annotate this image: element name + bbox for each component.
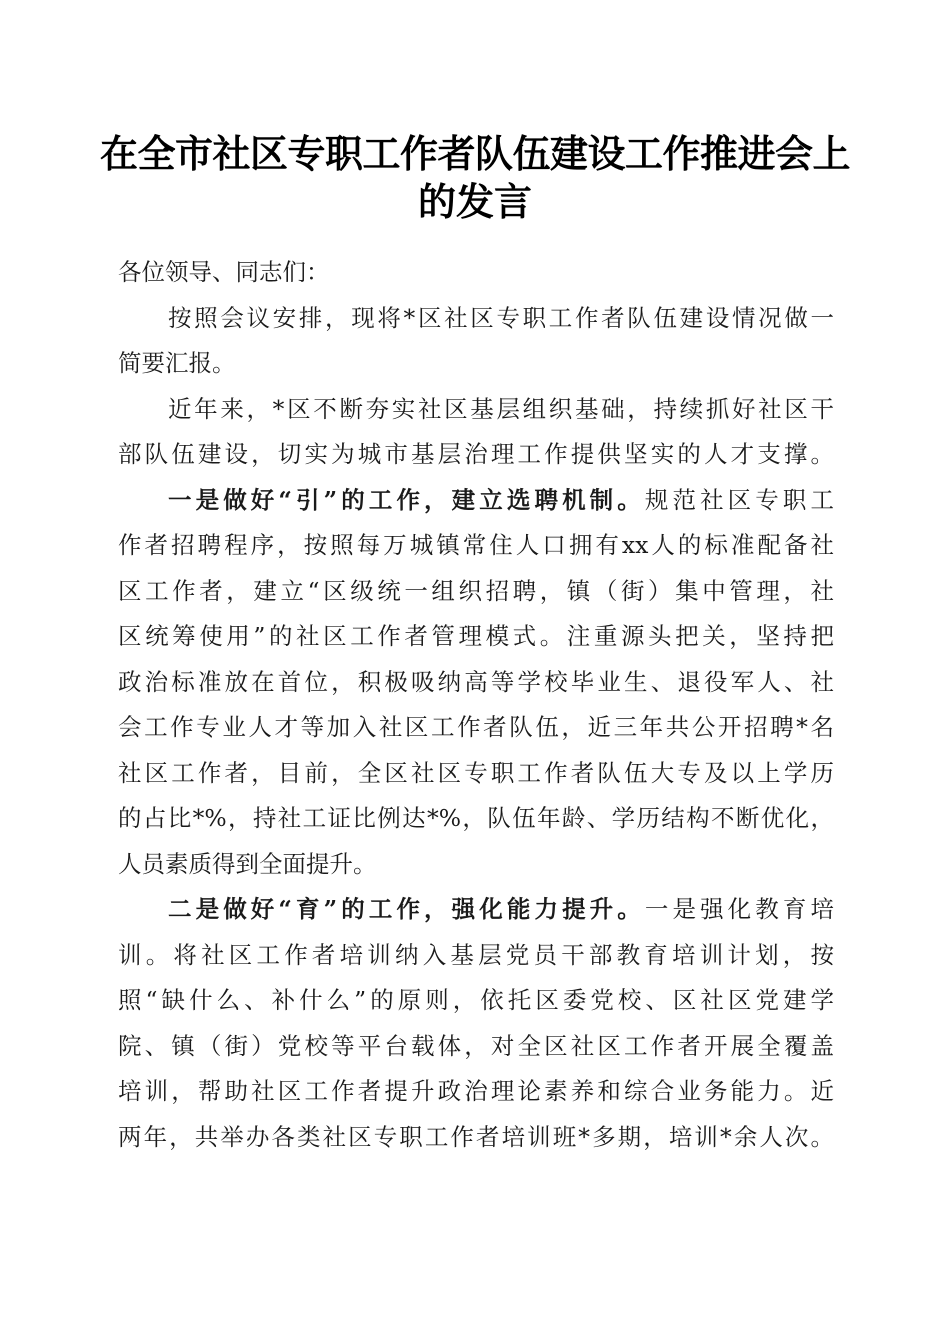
paragraph-3-line-1 xyxy=(118,478,834,524)
paragraph-3-line-7: 社区工作者，目前，全区社区专职工作者队伍大专及以上学历 xyxy=(118,758,834,787)
paragraph-3-line-5: 政治标准放在首位，积极吸纳高等学校毕业生、退役军人、社 xyxy=(118,667,834,696)
title-line-2: 的发言 xyxy=(417,179,532,224)
paragraph-4-line-2: 训。将社区工作者培训纳入基层党员干部教育培训计划，按 xyxy=(118,940,834,969)
paragraph-2-line-2: 部队伍建设，切实为城市基层治理工作提供坚实的人才支撑。 xyxy=(118,440,834,468)
paragraph-4-line-1 xyxy=(118,887,834,933)
paragraph-3-line-6: 会工作专业人才等加入社区工作者队伍，近三年共公开招聘*名 xyxy=(118,713,834,741)
paragraph-1-line-2: 简要汇报。 xyxy=(118,349,236,377)
paragraph-4-line-3: 照“缺什么、补什么”的原则，依托区委党校、区社区党建学 xyxy=(118,986,834,1014)
paragraph-3-line-1-text: 规范社区专职工 xyxy=(644,485,834,514)
title-line-1: 在全市社区专职工作者队伍建设工作推进会上 xyxy=(100,131,851,176)
paragraph-3-line-8: 的占比*%，持社工证比例达*%，队伍年龄、学历结构不断优化， xyxy=(118,804,834,832)
paragraph-4-line-1-text: 一是强化教育培 xyxy=(644,895,834,923)
paragraph-4-line-4: 院、镇（街）党校等平台载体，对全区社区工作者开展全覆盖 xyxy=(118,1031,834,1060)
paragraph-4-line-6: 两年，共举办各类社区专职工作者培训班*多期，培训*余人次。 xyxy=(118,1122,834,1151)
document-body xyxy=(118,250,834,1160)
paragraph-1-line-1: 按照会议安排，现将*区社区专职工作者队伍建设情况做一 xyxy=(168,303,834,332)
paragraph-4-line-5: 培训，帮助社区工作者提升政治理论素养和综合业务能力。近 xyxy=(118,1077,834,1105)
salutation: 各位领导、同志们： xyxy=(118,258,330,286)
paragraph-3-line-9: 人员素质得到全面提升。 xyxy=(118,849,377,878)
paragraph-2-line-1: 近年来，*区不断夯实社区基层组织基础，持续抓好社区干 xyxy=(168,394,834,423)
paragraph-3-line-4: 区统筹使用”的社区工作者管理模式。注重源头把关，坚持把 xyxy=(118,622,834,650)
paragraph-3-heading: 一是做好“引”的工作，建立选聘机制。 xyxy=(168,485,645,514)
paragraph-3-line-3: 区工作者，建立“区级统一组织招聘，镇（街）集中管理，社 xyxy=(118,576,834,605)
document-title xyxy=(100,130,850,226)
paragraph-4-heading: 二是做好“育”的工作，强化能力提升。 xyxy=(168,895,645,923)
paragraph-3-line-2: 作者招聘程序，按照每万城镇常住人口拥有xx人的标准配备社 xyxy=(118,531,834,559)
